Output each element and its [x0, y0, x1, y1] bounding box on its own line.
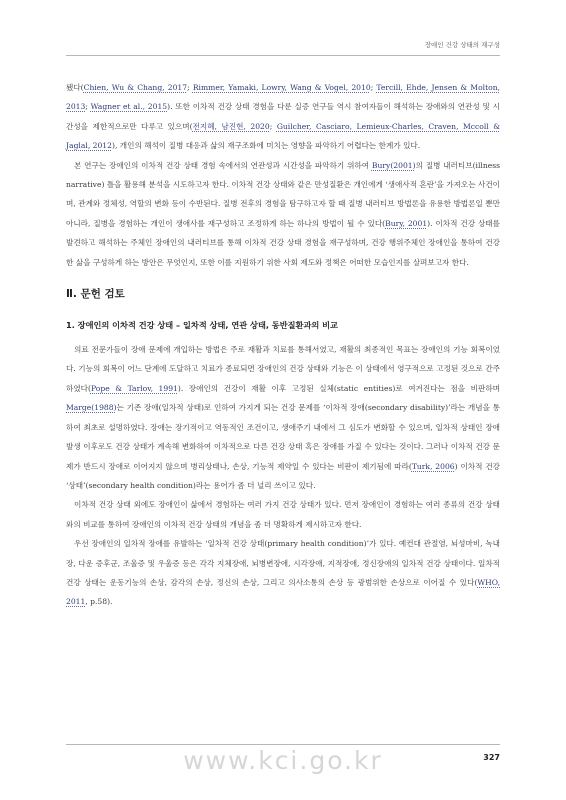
citation-link[interactable]: WHO, 2011 [66, 577, 500, 607]
paragraph [66, 534, 500, 612]
citation-link[interactable]: 전지혜, 남진현, 2020 [192, 121, 270, 131]
page-number: 327 [483, 753, 500, 762]
body-text: ). 장애인의 건강이 재활 이후 고정된 실체(static entities)로 여겨진다는 점을 비판하며 [177, 383, 500, 393]
body-text: , p.58). [85, 597, 113, 607]
body-text: ), 개인의 해석이 질병 대응과 삶의 재구조화에 미치는 영향을 파악하기 어렵다는 한계가 있다. [111, 141, 421, 151]
body-text: ; [269, 121, 277, 131]
citation-link[interactable]: Bury(2001) [371, 160, 416, 170]
citation-link[interactable]: Bury, 2001 [385, 218, 428, 228]
page-body [66, 78, 500, 612]
body-text: ; [370, 83, 377, 92]
body-text: ). 이차적 건강 상태를 발견하고 해석하는 주체인 장애인의 내러티브를 통해 이차적 건강 상태 경험을 재구성하며, 건강 행위주체인 장애인을 통하여 건강한 삶을 구성하게 하는 방안은 무엇인지, 또한 이를 지원하기 위한 사회 제도와 정책은 어떠한 모습인지를 살펴보고자 한다. [66, 218, 500, 267]
paragraph [66, 156, 500, 272]
citation-link[interactable]: Guilcher, Casciaro, Lemieux-Charles, Craven, Mccoll & Jaglal, 2012 [66, 121, 500, 151]
body-text: ) 이차적 건강 ‘상태’(secondary health condition)라는 용어가 좀 더 널리 쓰이고 있다. [66, 461, 500, 490]
body-text: 의료 전문가들이 장애 문제에 개입하는 방법은 주로 재활과 치료를 통해서였고, 재활의 최종적인 목표는 장애인의 기능 회복이었다. 기능의 회복이 어느 단계에 도달하고 치료가 종료되면 장애인의 건강 상태와 기능은 이 상태에서 영구적으로 고정된 것으로 간주하였다( [66, 345, 500, 393]
subsection-heading: 1. 장애인의 이차적 건강 상태 – 일차적 상태, 연관 상태, 동반질환과의 비교 [66, 320, 338, 331]
paragraph [66, 340, 500, 495]
body-text: 의 질병 내러티브(illness narrative) 틀을 활용해 분석을 시도하고자 한다. 이차적 건강 상태와 같은 만성질환은 개인에게 ‘생애사적 혼란’을 가져오는 사건이며, 관계와 정체성, 역할의 변화 등이 수반된다. 질병 전후의 경험을 탐구하고자 할 때 질병 내러티브 방법론을 유용한 방법론일 뿐만 아니라, 질병을 경험하는 개인이 생애사를 재구성하고 조정하게 하는 하나의 방법이 될 수 있다( [66, 160, 500, 228]
section-heading: Ⅱ. 문헌 검토 [66, 288, 125, 301]
body-text: 이차적 건강 상태 외에도 장애인이 삶에서 경험하는 여러 가지 건강 상태가 있다. 먼저 장애인이 경험하는 여러 종류의 건강 상태와의 비교를 통하여 장애인의 이차적 건강 상태의 개념을 좀 더 명확하게 제시하고자 한다. [66, 500, 500, 529]
footer-divider [66, 744, 500, 745]
citation-link[interactable]: Pope & Tarlov, 1991 [90, 383, 178, 393]
body-text: ; [187, 83, 193, 92]
citation-link[interactable]: Turk, 2006 [411, 461, 455, 471]
body-text: 우선 장애인의 일차적 장애를 유발하는 ‘일차적 건강 상태(primary health condition)’가 있다. 예컨대 관절염, 뇌성마비, 녹내장, 다운 증후군, 조울증 및 우울증 등은 각각 지체장애, 뇌병변장애, 시각장애, 지적장애, 정신장애의 일차적 건강 상태이다. 일차적 건강 상태는 운동기능의 손상, 감각의 손상, 정신의 손상, 그리고 의사소통의 손상 등 광범위한 손상으로 이어질 수 있다( [66, 539, 500, 587]
header-divider [66, 55, 500, 56]
paragraph [66, 78, 500, 156]
body-text: ; [85, 102, 91, 112]
paragraph [66, 495, 500, 534]
body-text: 는 기존 장애(일차적 상태)로 인하여 가지게 되는 건강 문제를 ‘이차적 장애(secondary disability)’라는 개념을 통하여 최초로 설명하였다. 장애는 장기적이고 역동적인 조건이고, 생애주기 내에서 그 심도가 변화할 수 있으며, 일차적 상태인 장애 발생 이후로도 건강 상태가 계속해 변화하여 이차적으로 다른 건강 상태 혹은 장애를 가질 수 있다는 것이다. 그러나 이차적 건강 문제가 반드시 장애로 이어지지 않으며 병리상태나, 손상, 기능적 제약일 수 있다는 비판이 제기됨에 따라( [66, 403, 500, 471]
citation-link[interactable]: Chien, Wu & Chang, 2017 [83, 83, 188, 92]
citation-link[interactable]: Wagner et al., 2015 [90, 102, 168, 112]
body-text: 됐다( [66, 83, 84, 92]
body-text: ). 또한 이차적 건강 상태 경험을 다룬 실증 연구들 역시 참여자들이 해석하는 장애와의 연관성 및 시간성을 제한적으로만 다루고 있으며( [66, 102, 500, 131]
running-header: 장애인 건강 상태의 재구성 [424, 41, 500, 49]
citation-link[interactable]: Tercill, Ehde, Jensen & Molton, 2013 [66, 83, 501, 112]
citation-link[interactable]: Marge(1988) [66, 403, 117, 413]
citation-link[interactable]: Rimmer, Yamaki, Lowry, Wang & Vogel, 2010 [192, 83, 371, 92]
body-text: 본 연구는 장애인의 이차적 건강 상태 경험 속에서의 연관성과 시간성을 파악하기 위하여 [74, 160, 372, 170]
watermark: www.kci.go.kr [183, 746, 383, 775]
